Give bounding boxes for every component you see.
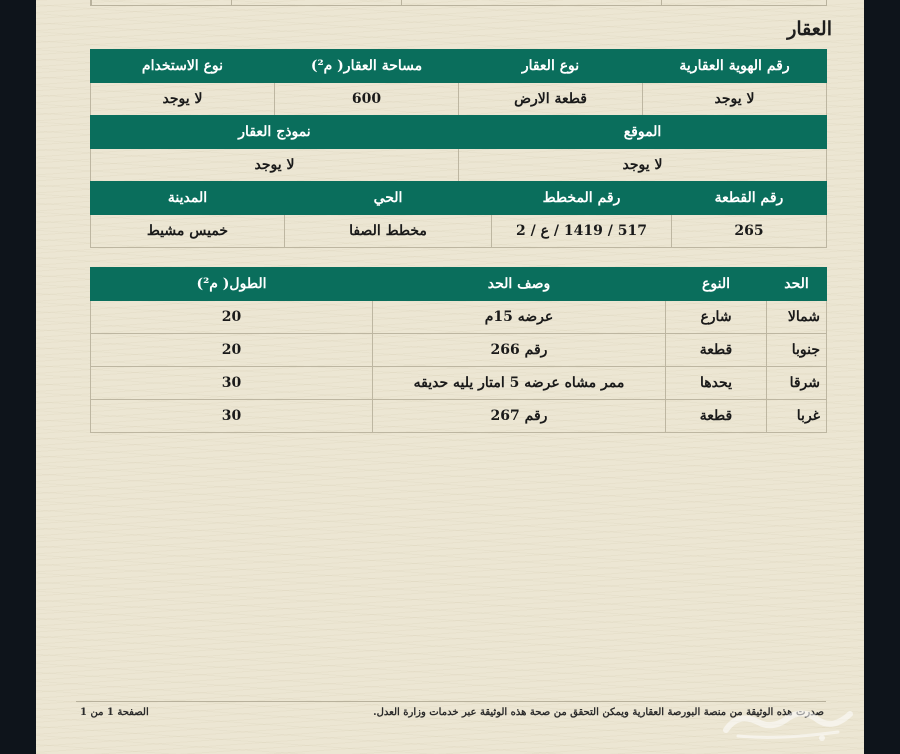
plot-table: [90, 181, 827, 248]
header-scheme-number: رقم المخطط: [492, 182, 672, 215]
header-district: الحي: [285, 182, 492, 215]
header-boundary-length: الطول( م²): [91, 268, 373, 301]
header-location: الموقع: [459, 116, 827, 149]
table-row: [91, 367, 827, 400]
boundary-type: شارع: [666, 301, 767, 334]
document-page: [36, 0, 864, 754]
header-boundary-type: النوع: [666, 268, 767, 301]
value-usage-type: لا يوجد: [91, 83, 275, 116]
boundary-length: 20: [91, 301, 373, 334]
property-value-row: [91, 83, 827, 116]
property-table: [90, 49, 827, 116]
header-property-model: نموذج العقار: [91, 116, 459, 149]
header-property-type: نوع العقار: [459, 50, 643, 83]
watermark-logo-icon: [718, 700, 858, 744]
boundaries-header-row: [91, 268, 827, 301]
header-city: المدينة: [91, 182, 285, 215]
value-property-area: 600: [275, 83, 459, 116]
plot-value-row: [91, 215, 827, 248]
boundary-direction: شرقا: [767, 367, 827, 400]
boundary-description: عرضه 15م: [373, 301, 666, 334]
value-property-model: لا يوجد: [91, 149, 459, 182]
header-boundary: الحد: [767, 268, 827, 301]
table-row: [91, 301, 827, 334]
boundary-description: ممر مشاه عرضه 5 امتار يليه حديقه: [373, 367, 666, 400]
section-title: العقار: [787, 18, 832, 40]
boundary-direction: جنوبا: [767, 334, 827, 367]
boundaries-table: [90, 267, 827, 433]
boundary-length: 20: [91, 334, 373, 367]
header-plot-number: رقم القطعة: [672, 182, 827, 215]
location-table: [90, 115, 827, 182]
boundary-type: قطعة: [666, 400, 767, 433]
boundary-type: يحدها: [666, 367, 767, 400]
table-row: [91, 400, 827, 433]
boundary-direction: شمالا: [767, 301, 827, 334]
boundary-description: رقم 267: [373, 400, 666, 433]
value-scheme-number: 517 / 1419 / ع / 2: [492, 215, 672, 248]
value-plot-number: 265: [672, 215, 827, 248]
property-header-row: [91, 50, 827, 83]
table-row: [91, 334, 827, 367]
value-city: خميس مشيط: [91, 215, 285, 248]
footer-note: صدرت هذه الوثيقة من منصة البورصة العقارية ويمكن التحقق من صحة هذه الوثيقة عبر خدمات وزارة العدل.: [373, 707, 824, 718]
plot-header-row: [91, 182, 827, 215]
value-property-type: قطعة الارض: [459, 83, 643, 116]
header-property-id: رقم الهوية العقارية: [643, 50, 827, 83]
boundary-length: 30: [91, 367, 373, 400]
footer-divider: [76, 701, 826, 702]
value-district: مخطط الصفا: [285, 215, 492, 248]
boundary-length: 30: [91, 400, 373, 433]
location-value-row: [91, 149, 827, 182]
header-boundary-description: وصف الحد: [373, 268, 666, 301]
value-location: لا يوجد: [459, 149, 827, 182]
previous-table-remnant: [90, 0, 827, 6]
page-number: الصفحة 1 من 1: [80, 707, 149, 718]
value-property-id: لا يوجد: [643, 83, 827, 116]
header-usage-type: نوع الاستخدام: [91, 50, 275, 83]
boundary-description: رقم 266: [373, 334, 666, 367]
boundary-type: قطعة: [666, 334, 767, 367]
location-header-row: [91, 116, 827, 149]
boundary-direction: غربا: [767, 400, 827, 433]
header-property-area: مساحة العقار( م²): [275, 50, 459, 83]
